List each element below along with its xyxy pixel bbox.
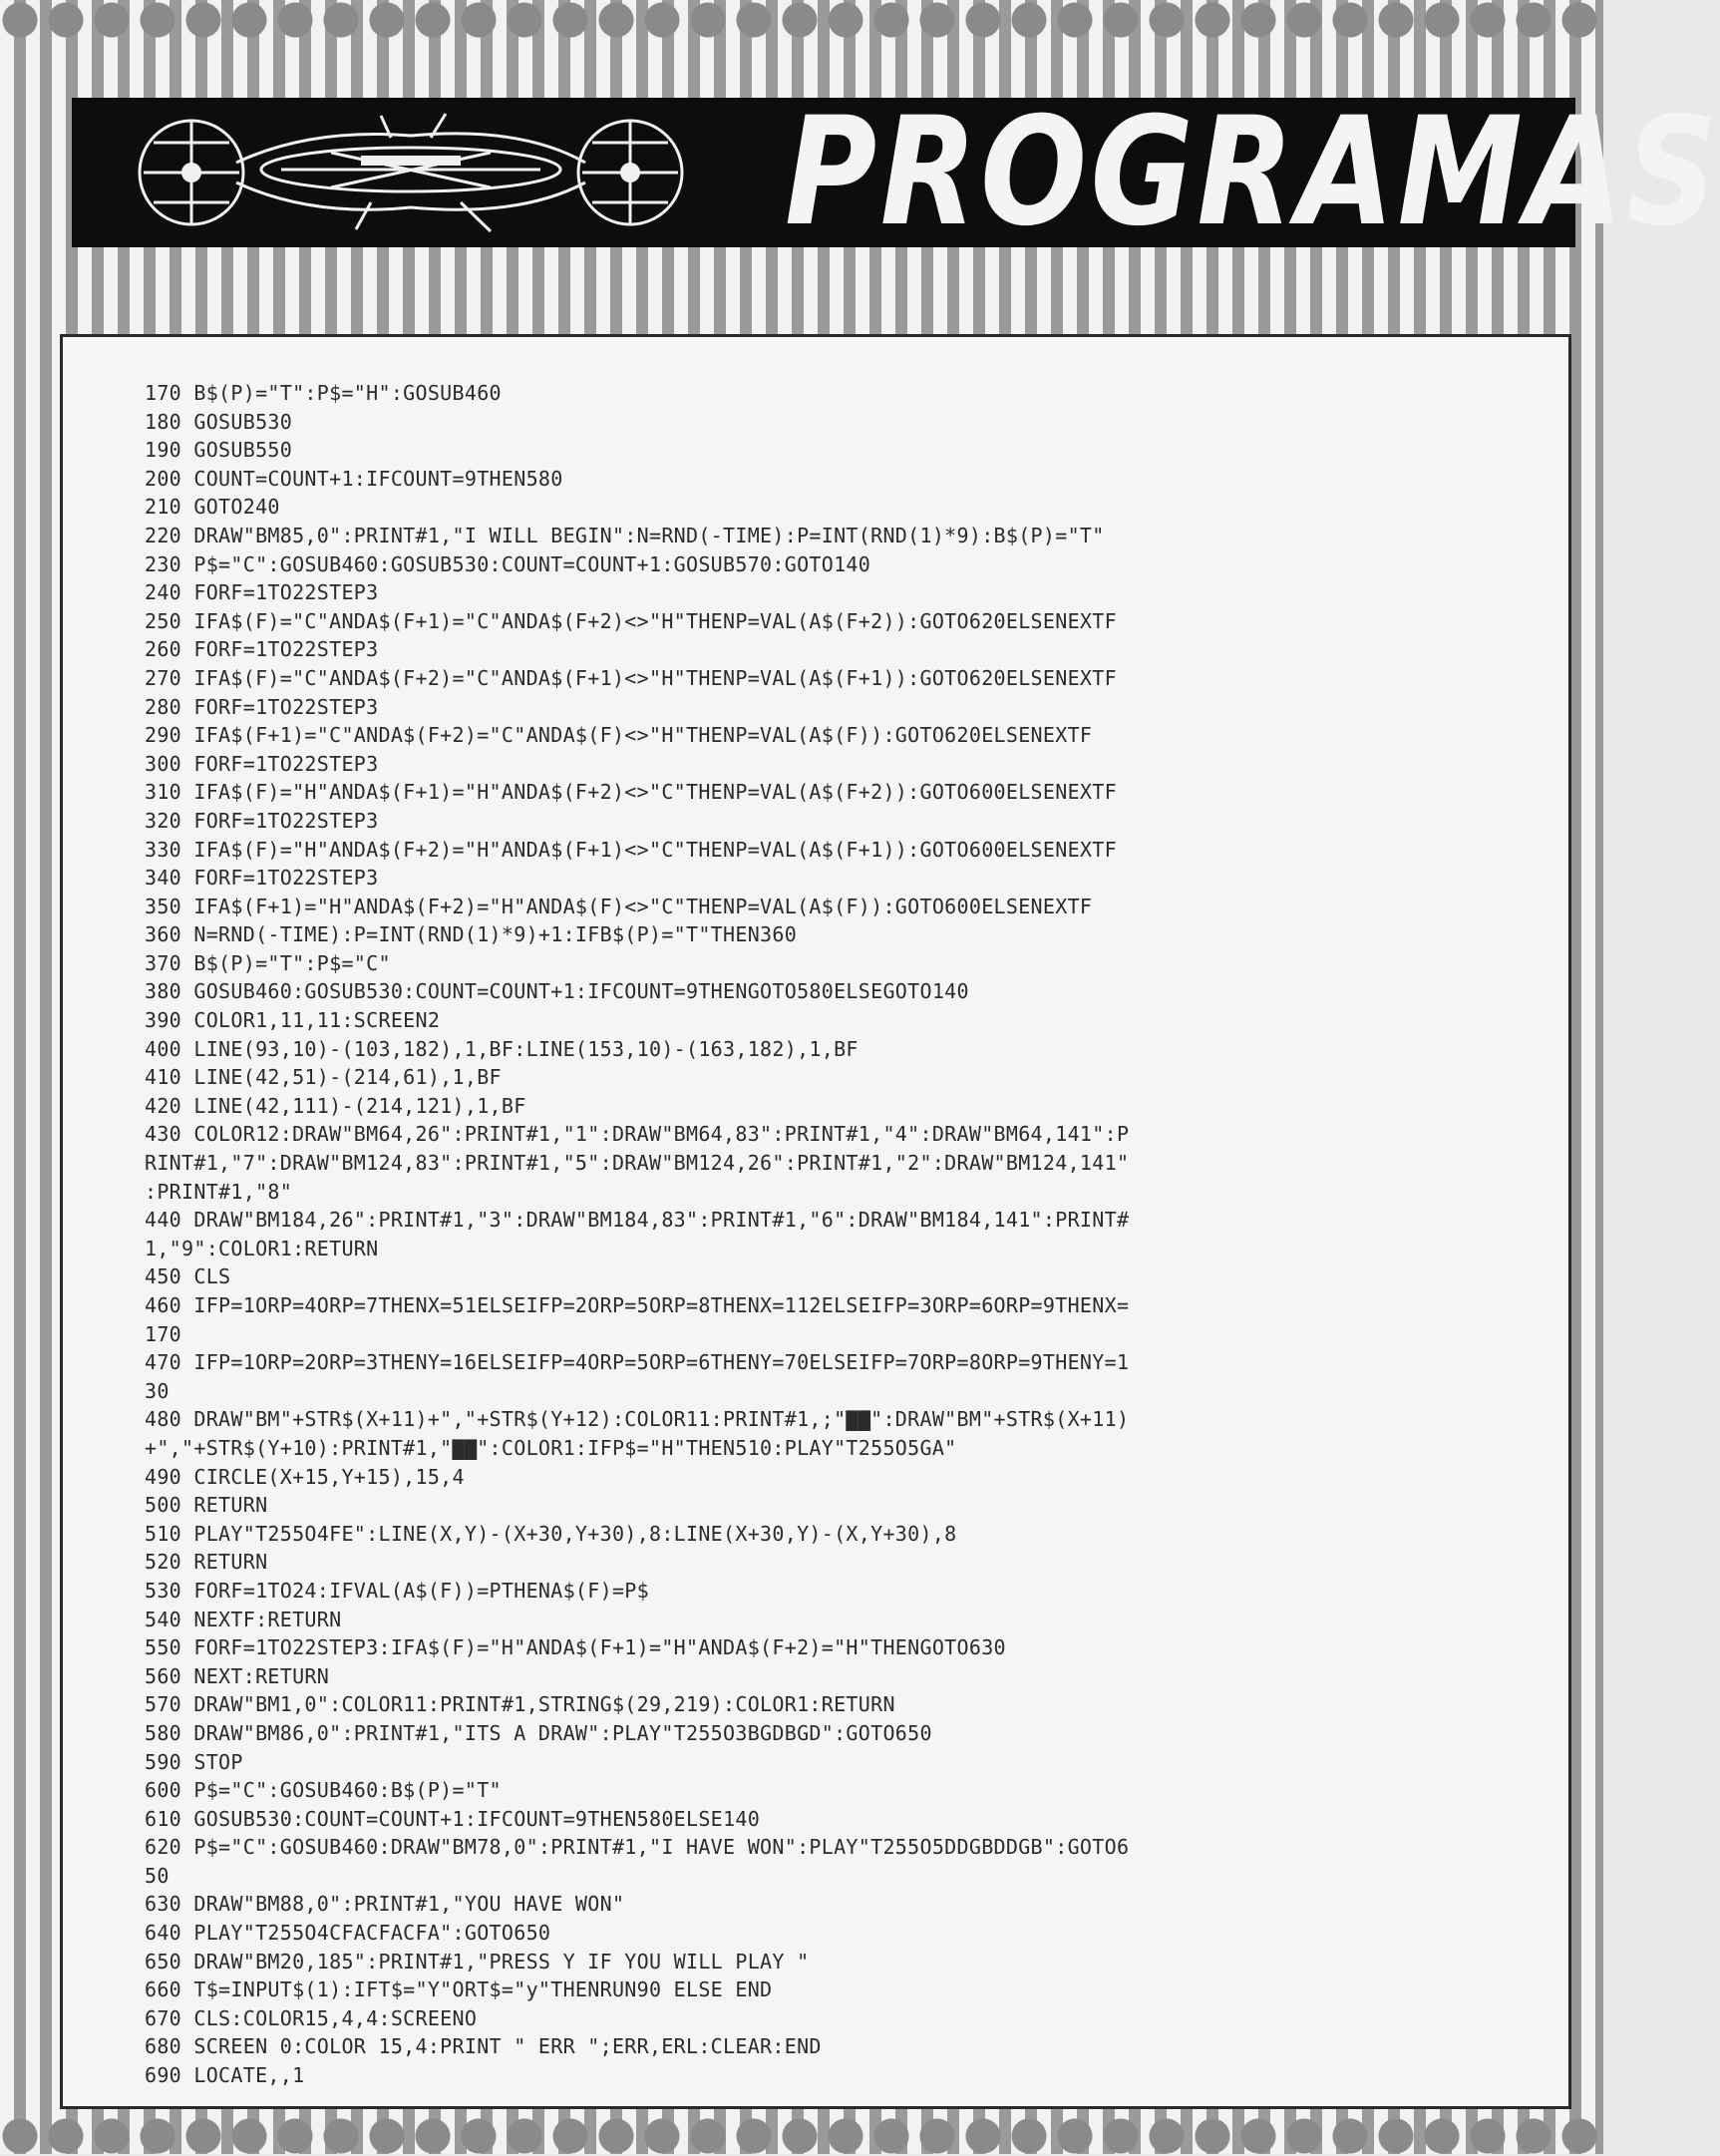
- code-line: 670 CLS:COLOR15,4,4:SCREENO: [145, 2005, 478, 2030]
- code-line: 560 NEXT:RETURN: [145, 1663, 330, 1688]
- code-line: 500 RETURN: [145, 1493, 268, 1518]
- code-line: 30: [145, 1378, 170, 1403]
- code-line: 480 DRAW"BM"+STR$(X+11)+","+STR$(Y+12):COLOR11:PRINT#1,;"▇▇":DRAW"BM"+STR$(X+11): [145, 1407, 1130, 1432]
- code-line: 550 FORF=1TO22STEP3:IFA$(F)="H"ANDA$(F+1)="H"ANDA$(F+2)="H"THENGOTO630: [145, 1635, 1006, 1660]
- code-line: 250 IFA$(F)="C"ANDA$(F+1)="C"ANDA$(F+2)<>"H"THENP=VAL(A$(F+2)):GOTO620ELSENEXTF: [145, 608, 1117, 633]
- code-line: 190 GOSUB550: [145, 438, 293, 463]
- code-line: 170: [145, 1321, 182, 1346]
- code-line: 170 B$(P)="T":P$="H":GOSUB460: [145, 381, 502, 405]
- code-line: 510 PLAY"T255O4FE":LINE(X,Y)-(X+30,Y+30),8:LINE(X+30,Y)-(X,Y+30),8: [145, 1521, 957, 1546]
- code-line: 280 FORF=1TO22STEP3: [145, 694, 379, 719]
- code-line: 230 P$="C":GOSUB460:GOSUB530:COUNT=COUNT+1:GOSUB570:GOTO140: [145, 551, 871, 576]
- page-title: PROGRAMAS: [785, 86, 1720, 259]
- code-line: 1,"9":COLOR1:RETURN: [145, 1236, 379, 1260]
- code-line: +","+STR$(Y+10):PRINT#1,"▇▇":COLOR1:IFP$="H"THEN510:PLAY"T255O5GA": [145, 1435, 957, 1460]
- code-line: 630 DRAW"BM88,0":PRINT#1,"YOU HAVE WON": [145, 1892, 625, 1917]
- code-line: 580 DRAW"BM86,0":PRINT#1,"ITS A DRAW":PLAY"T255O3BGDBGD":GOTO650: [145, 1720, 932, 1745]
- code-line: 690 LOCATE,,1: [145, 2063, 305, 2088]
- code-line: 310 IFA$(F)="H"ANDA$(F+1)="H"ANDA$(F+2)<>"C"THENP=VAL(A$(F+2)):GOTO600ELSENEXTF: [145, 780, 1117, 805]
- code-line: 530 FORF=1TO24:IFVAL(A$(F))=PTHENA$(F)=P$: [145, 1578, 649, 1603]
- dot-border-top: [0, 0, 1603, 40]
- code-listing: [145, 379, 1560, 2090]
- dot-border-bottom: [0, 2116, 1603, 2156]
- code-line: 420 LINE(42,111)-(214,121),1,BF: [145, 1093, 526, 1118]
- code-line: 570 DRAW"BM1,0":COLOR11:PRINT#1,STRING$(29,219):COLOR1:RETURN: [145, 1692, 895, 1717]
- code-line: 260 FORF=1TO22STEP3: [145, 637, 379, 662]
- code-line: 650 DRAW"BM20,185":PRINT#1,"PRESS Y IF YOU WILL PLAY ": [145, 1949, 810, 1974]
- code-line: 460 IFP=1ORP=4ORP=7THENX=51ELSEIFP=2ORP=5ORP=8THENX=112ELSEIFP=3ORP=6ORP=9THENX=: [145, 1293, 1130, 1317]
- code-line: 400 LINE(93,10)-(103,182),1,BF:LINE(153,10)-(163,182),1,BF: [145, 1036, 859, 1061]
- code-line: 610 GOSUB530:COUNT=COUNT+1:IFCOUNT=9THEN580ELSE140: [145, 1806, 761, 1831]
- code-line: 410 LINE(42,51)-(214,61),1,BF: [145, 1065, 502, 1090]
- code-line: 540 NEXTF:RETURN: [145, 1607, 342, 1631]
- code-line: 300 FORF=1TO22STEP3: [145, 751, 379, 776]
- code-line: 340 FORF=1TO22STEP3: [145, 866, 379, 891]
- code-line: 430 COLOR12:DRAW"BM64,26":PRINT#1,"1":DRAW"BM64,83":PRINT#1,"4":DRAW"BM64,141":P: [145, 1122, 1130, 1147]
- code-line: 290 IFA$(F+1)="C"ANDA$(F+2)="C"ANDA$(F)<>"H"THENP=VAL(A$(F)):GOTO620ELSENEXTF: [145, 723, 1093, 748]
- code-line: 210 GOTO240: [145, 495, 280, 520]
- code-line: 380 GOSUB460:GOSUB530:COUNT=COUNT+1:IFCOUNT=9THENGOTO580ELSEGOTO140: [145, 979, 969, 1004]
- code-line: 350 IFA$(F+1)="H"ANDA$(F+2)="H"ANDA$(F)<>"C"THENP=VAL(A$(F)):GOTO600ELSENEXTF: [145, 894, 1093, 918]
- code-line: 440 DRAW"BM184,26":PRINT#1,"3":DRAW"BM184,83":PRINT#1,"6":DRAW"BM184,141":PRINT#: [145, 1208, 1130, 1233]
- code-line: 490 CIRCLE(X+15,Y+15),15,4: [145, 1464, 465, 1489]
- code-line: 240 FORF=1TO22STEP3: [145, 580, 379, 605]
- code-line: 680 SCREEN 0:COLOR 15,4:PRINT " ERR ";ERR,ERL:CLEAR:END: [145, 2034, 822, 2059]
- code-line: 220 DRAW"BM85,0":PRINT#1,"I WILL BEGIN":N=RND(-TIME):P=INT(RND(1)*9):B$(P)="T": [145, 523, 1105, 547]
- code-line: 320 FORF=1TO22STEP3: [145, 808, 379, 833]
- code-line: 50: [145, 1863, 170, 1888]
- program-listing-panel: [60, 334, 1571, 2109]
- code-line: 470 IFP=1ORP=2ORP=3THENY=16ELSEIFP=4ORP=5ORP=6THENY=70ELSEIFP=7ORP=8ORP=9THENY=1: [145, 1350, 1130, 1375]
- code-line: 590 STOP: [145, 1749, 243, 1774]
- code-line: 640 PLAY"T255O4CFACFACFA":GOTO650: [145, 1921, 551, 1946]
- code-line: 360 N=RND(-TIME):P=INT(RND(1)*9)+1:IFB$(P)="T"THEN360: [145, 922, 798, 947]
- spaceship-icon: [132, 108, 690, 237]
- code-line: 180 GOSUB530: [145, 409, 293, 434]
- code-line: 330 IFA$(F)="H"ANDA$(F+2)="H"ANDA$(F+1)<>"C"THENP=VAL(A$(F+1)):GOTO600ELSENEXTF: [145, 837, 1117, 862]
- code-line: RINT#1,"7":DRAW"BM124,83":PRINT#1,"5":DRAW"BM124,26":PRINT#1,"2":DRAW"BM124,141": [145, 1151, 1130, 1176]
- code-line: 390 COLOR1,11,11:SCREEN2: [145, 1008, 441, 1033]
- code-line: 270 IFA$(F)="C"ANDA$(F+2)="C"ANDA$(F+1)<>"H"THENP=VAL(A$(F+1)):GOTO620ELSENEXTF: [145, 665, 1117, 690]
- code-line: 520 RETURN: [145, 1550, 268, 1575]
- code-line: :PRINT#1,"8": [145, 1179, 293, 1204]
- code-line: 200 COUNT=COUNT+1:IFCOUNT=9THEN580: [145, 466, 563, 491]
- code-line: 370 B$(P)="T":P$="C": [145, 950, 391, 975]
- code-line: 620 P$="C":GOSUB460:DRAW"BM78,0":PRINT#1,"I HAVE WON":PLAY"T255O5DDGBDDGB":GOTO6: [145, 1835, 1130, 1860]
- code-line: 450 CLS: [145, 1264, 231, 1289]
- code-line: 660 T$=INPUT$(1):IFT$="Y"ORT$="y"THENRUN90 ELSE END: [145, 1977, 773, 2002]
- section-header-banner: [72, 86, 1720, 259]
- code-line: 600 P$="C":GOSUB460:B$(P)="T": [145, 1778, 502, 1803]
